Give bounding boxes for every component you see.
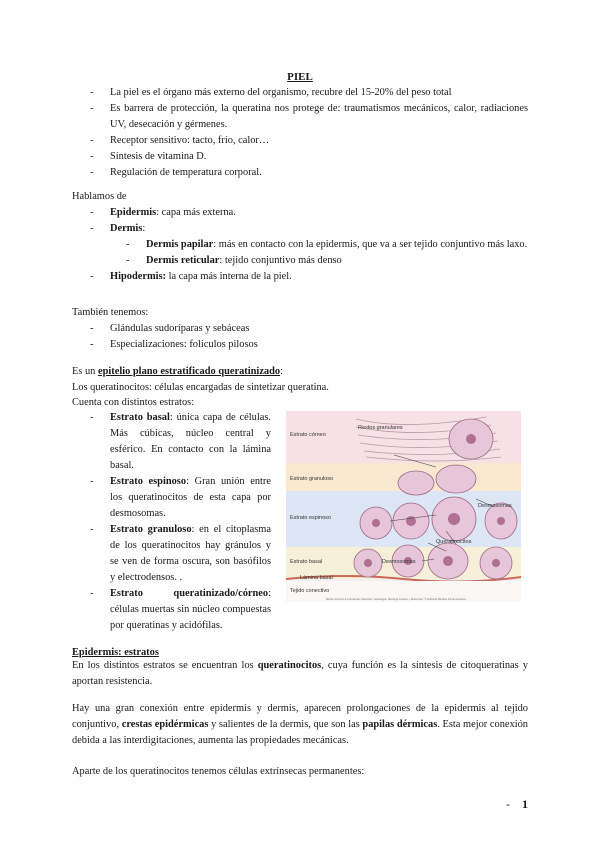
term-dermis-reticular: Dermis reticular bbox=[146, 255, 220, 266]
label-basal: Estrato basal bbox=[290, 559, 323, 565]
p2-c: y salientes de la dermis, que son las bbox=[208, 719, 363, 730]
list-item: - Glándulas sudoríparas y sebáceas bbox=[90, 321, 528, 337]
term-text: : única capa de células. Más cúbicas, núcleo central y esférico. En contacto con la lámina basal. bbox=[110, 412, 271, 471]
list-item bbox=[90, 410, 271, 474]
p2-term-papilas: papilas dérmicas bbox=[362, 719, 438, 730]
intro-list bbox=[90, 85, 528, 181]
list-item: - Receptor sensitivo: tacto, frío, calor… bbox=[90, 133, 528, 149]
tambien-list bbox=[90, 321, 528, 353]
term-text: : células muertas sin núcleo compuestas por queratinas y acidófilas. bbox=[110, 588, 271, 631]
epitelio-post: : bbox=[280, 366, 283, 377]
term-text: : bbox=[142, 223, 146, 234]
term-epidermis: Epidermis bbox=[110, 207, 157, 218]
list-item bbox=[90, 522, 271, 586]
term-text: la capa más interna de la piel. bbox=[166, 271, 292, 282]
label-espinoso: Estrato espinoso bbox=[290, 515, 331, 521]
list-item: - La piel es el órgano más externo del organismo, recubre del 15-20% del peso total bbox=[90, 85, 528, 101]
p2-term-crestas: crestas epidérmicas bbox=[121, 719, 209, 730]
term-dermis: Dermis bbox=[110, 223, 143, 234]
term-text: : en el citoplasma de los queratinocitos hay gránulos y se ven de forma oscura, son basófilos y electrodensos. . bbox=[110, 524, 271, 583]
list-item: - Especializaciones: folículos pilosos bbox=[90, 337, 528, 353]
term-estrato-espinoso: Estrato espinoso bbox=[110, 476, 187, 487]
page-number-value: 1 bbox=[522, 797, 528, 811]
list-item: - Regulación de temperatura corporal. bbox=[90, 165, 528, 181]
paragraph-1 bbox=[72, 658, 528, 690]
page-title: PIEL bbox=[287, 71, 313, 83]
term-text: : más en contacto con la epidermis, que va a ser tejido conjuntivo más laxo. bbox=[213, 239, 528, 250]
list-item bbox=[90, 221, 528, 269]
list-item: - Síntesis de vitamina D. bbox=[90, 149, 528, 165]
term-text: : tejido conjuntivo más denso bbox=[219, 255, 342, 266]
list-item bbox=[90, 269, 528, 285]
label-lamina: Lámina basal bbox=[300, 575, 333, 581]
list-item: - Es barrera de protección, la queratina nos protege de: traumatismos mecánicos, calor, radiaciones UV, desecación y gérmenes. bbox=[90, 101, 528, 133]
term-text: : Gran unión entre los queratinocitos de esta capa por desmosomas. bbox=[110, 476, 272, 519]
epidermis-figure bbox=[286, 411, 521, 602]
paragraph-3: Aparte de los queratinocitos tenemos células extrínsecas permanentes: bbox=[72, 766, 365, 777]
tambien-line: También tenemos: bbox=[72, 307, 149, 318]
section-title-text: Epidermis: estratos bbox=[72, 647, 159, 658]
label-corneo: Estrato córneo bbox=[290, 432, 326, 438]
epitelio-pre: Es un bbox=[72, 366, 98, 377]
list-item bbox=[90, 474, 271, 522]
term-estrato-basal: Estrato basal bbox=[110, 412, 170, 423]
label-granuloso: Estrato granuloso bbox=[290, 476, 334, 482]
epitelio-term: epitelio plano estratificado queratinizado bbox=[97, 366, 281, 377]
label-tejido: Tejido conectivo bbox=[290, 588, 330, 594]
page-number-dash: - bbox=[506, 797, 510, 811]
list-item bbox=[126, 253, 528, 269]
term-text: : capa más externa. bbox=[156, 207, 236, 218]
paragraph-2 bbox=[72, 701, 528, 749]
term-estrato-granuloso: Estrato granuloso bbox=[110, 524, 192, 535]
figure-credit: Martín-Pereira & Fernández-Sánchez: Histología. Biología Celular y Molecular. © Editorial Médica Panamericana bbox=[326, 597, 466, 601]
p1-post: , cuya función es la síntesis de citoqueratinas y aportan resistencia. bbox=[72, 660, 528, 687]
p1-term: queratinocitos bbox=[257, 660, 322, 671]
label-queratinocitos: Queratinocitos bbox=[436, 539, 472, 545]
p2-d: . Esta mejor conexión debida a las interdigitaciones, aumenta las propiedades mecánicas. bbox=[72, 719, 528, 746]
page-number bbox=[506, 796, 528, 812]
p2-a: Hay una gran conexión entre epidermis y dermis, aparecen prolongaciones de la epidermis al tejido conjuntivo, bbox=[72, 703, 528, 730]
term-estrato-corneo: Estrato queratinizado/córneo bbox=[110, 588, 269, 599]
list-item bbox=[90, 205, 528, 221]
label-desmosomas-right: Desmosomas bbox=[478, 503, 512, 509]
epitelio-line bbox=[72, 364, 528, 380]
term-dermis-papilar: Dermis papilar bbox=[146, 239, 214, 250]
estratos-list bbox=[90, 410, 271, 634]
list-item bbox=[90, 586, 271, 634]
hablamos-line: Hablamos de bbox=[72, 191, 127, 202]
p1-pre: En los distintos estratos se encuentran los bbox=[72, 660, 258, 671]
list-item bbox=[126, 237, 528, 253]
label-desmosomas-left: Desmosomas bbox=[382, 559, 416, 565]
layers-list bbox=[90, 205, 528, 285]
dermis-sublist bbox=[126, 237, 528, 269]
cuenta-line: Cuenta con distintos estratos: bbox=[72, 397, 195, 408]
label-restos: Restos granulares bbox=[358, 425, 403, 431]
term-hipodermis: Hipodermis: bbox=[110, 271, 166, 282]
queratinocitos-line: Los queratinocitos: células encargadas de sintetizar queratina. bbox=[72, 382, 329, 393]
